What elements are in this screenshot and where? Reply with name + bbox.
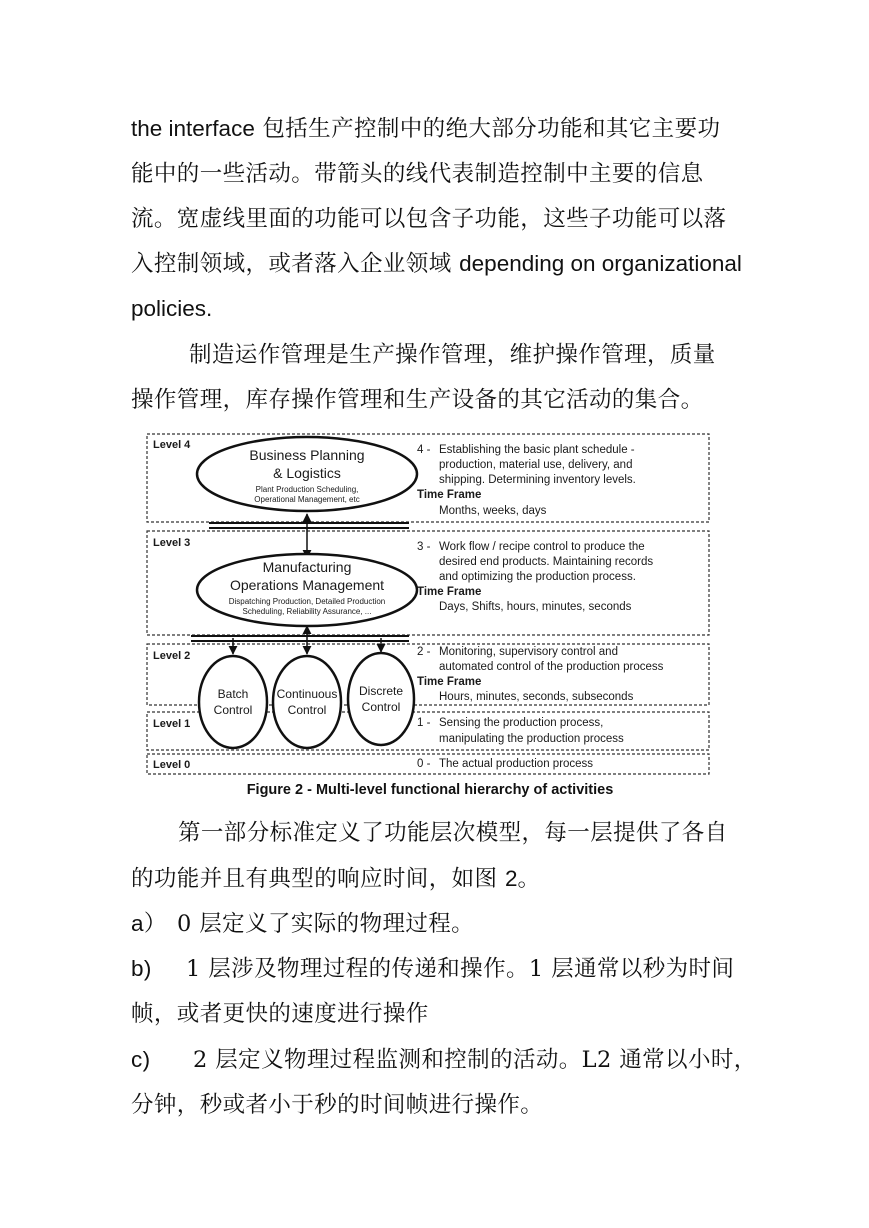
- interface-bar-3-2: [191, 636, 409, 641]
- level-label: Level 2: [153, 650, 191, 662]
- svg-text:Days, Shifts, hours, minutes,: Days, Shifts, hours, minutes, seconds: [439, 601, 632, 613]
- list-text: 0 层定义了实际的物理过程。: [177, 911, 475, 937]
- text-run: 包括生产控制中的绝大部分功能和其它主要功: [254, 116, 721, 142]
- list-item-c-cont: 分钟，秒或者小于秒的时间帧进行操作。: [131, 1092, 544, 1118]
- list-item-b-cont: 帧，或者更快的速度进行操作: [131, 1001, 429, 1027]
- svg-text:Hours, minutes, seconds, subse: Hours, minutes, seconds, subseconds: [439, 691, 634, 703]
- svg-text:Time Frame: Time Frame: [417, 586, 482, 598]
- text-run: 。: [517, 866, 541, 892]
- paragraph-3-line-2: [131, 864, 540, 894]
- svg-text:4 -: 4 -: [417, 444, 431, 456]
- ellipse-title: Continuous: [276, 687, 338, 701]
- list-label: b): [131, 956, 152, 981]
- text-run: policies.: [131, 296, 213, 321]
- discrete-control-ellipse: [348, 653, 414, 745]
- svg-text:Monitoring, supervisory contro: Monitoring, supervisory control and: [439, 646, 618, 658]
- level-label: Level 1: [153, 718, 191, 730]
- ellipse-subtitle: Operational Management, etc: [254, 495, 360, 504]
- svg-text:and optimizing the production: and optimizing the production process.: [439, 571, 636, 583]
- ellipse-subtitle: Dispatching Production, Detailed Production: [228, 597, 386, 606]
- svg-text:Establishing the basic plant s: Establishing the basic plant schedule -: [439, 444, 635, 456]
- svg-text:Sensing the production process: Sensing the production process,: [439, 717, 604, 729]
- text-run: depending on organizational: [459, 251, 742, 276]
- list-label: a）: [131, 911, 167, 936]
- svg-text:0 -: 0 -: [417, 758, 431, 770]
- list-text: 2 层定义物理过程监测和控制的活动。L2 通常以小时，: [193, 1047, 757, 1073]
- level-1-description: [417, 717, 624, 745]
- svg-text:production, material use, deli: production, material use, delivery, and: [439, 459, 633, 471]
- svg-text:desired end products. Maintain: desired end products. Maintaining records: [439, 556, 654, 568]
- text-run: 入控制领域，或者落入企业领域: [131, 251, 460, 277]
- svg-text:Work flow / recipe control to: Work flow / recipe control to produce the: [439, 541, 645, 553]
- svg-text:1 -: 1 -: [417, 717, 431, 729]
- ellipse-title: Control: [287, 703, 327, 717]
- paragraph-3-line-1: 第一部分标准定义了功能层次模型，每一层提供了各自: [178, 820, 728, 846]
- ellipse-title: Business Planning: [249, 447, 365, 463]
- ellipse-title: Control: [361, 700, 401, 714]
- svg-text:Months, weeks, days: Months, weeks, days: [439, 505, 547, 517]
- level-4-description: [417, 444, 636, 517]
- paragraph-1-line-1: [131, 114, 720, 144]
- level-2-description: [417, 646, 664, 703]
- text-run: 的功能并且有典型的响应时间，如图: [131, 866, 505, 892]
- svg-text:automated control of the produ: automated control of the production process: [439, 661, 664, 673]
- ellipse-subtitle: Scheduling, Reliability Assurance, ...: [242, 607, 372, 616]
- svg-text:2 -: 2 -: [417, 646, 431, 658]
- level-label: Level 3: [153, 537, 191, 549]
- paragraph-1-line-4: [131, 249, 742, 279]
- continuous-control-ellipse: [273, 656, 341, 748]
- paragraph-2-line-1: 制造运作管理是生产操作管理，维护操作管理，质量: [189, 342, 716, 368]
- svg-text:The actual production process: The actual production process: [439, 758, 594, 770]
- text-run: 2: [504, 866, 518, 891]
- ellipse-title: & Logistics: [273, 465, 341, 481]
- svg-text:shipping. Determining inventor: shipping. Determining inventory levels.: [439, 474, 636, 486]
- ellipse-title: Manufacturing: [262, 559, 352, 575]
- list-item-a: [131, 909, 474, 939]
- figure-caption: Figure 2 - Multi-level functional hierarchy of activities: [246, 782, 614, 798]
- interface-bar-4-3: [209, 523, 409, 528]
- svg-text:Time Frame: Time Frame: [417, 489, 482, 501]
- level-3-description: [417, 541, 653, 613]
- list-text: 1 层涉及物理过程的传递和操作。1 层通常以秒为时间: [186, 956, 735, 982]
- svg-text:manipulating the production pr: manipulating the production process: [439, 733, 624, 745]
- level-label: Level 4: [153, 439, 191, 451]
- svg-text:3 -: 3 -: [417, 541, 431, 553]
- list-item-b: [131, 954, 734, 984]
- paragraph-1-line-2: 能中的一些活动。带箭头的线代表制造控制中主要的信息: [131, 161, 704, 187]
- paragraph-1-line-3: 流。宽虚线里面的功能可以包含子功能，这些子功能可以落: [131, 206, 727, 232]
- paragraph-2-line-2: 操作管理，库存操作管理和生产设备的其它活动的集合。: [131, 387, 704, 413]
- hierarchy-figure: [143, 430, 715, 780]
- text-run: the interface: [131, 116, 255, 141]
- ellipse-title: Operations Management: [229, 577, 385, 593]
- svg-text:Time Frame: Time Frame: [417, 676, 482, 688]
- ellipse-title: Discrete: [358, 684, 404, 698]
- list-item-c: [131, 1045, 757, 1075]
- list-label: c): [131, 1047, 151, 1072]
- level-label: Level 0: [153, 759, 191, 771]
- batch-control-ellipse: [199, 656, 267, 748]
- level-0-description: [417, 758, 593, 770]
- paragraph-1-line-5: [131, 294, 212, 324]
- ellipse-title: Control: [213, 703, 253, 717]
- ellipse-title: Batch: [217, 687, 249, 701]
- ellipse-subtitle: Plant Production Scheduling,: [255, 485, 359, 494]
